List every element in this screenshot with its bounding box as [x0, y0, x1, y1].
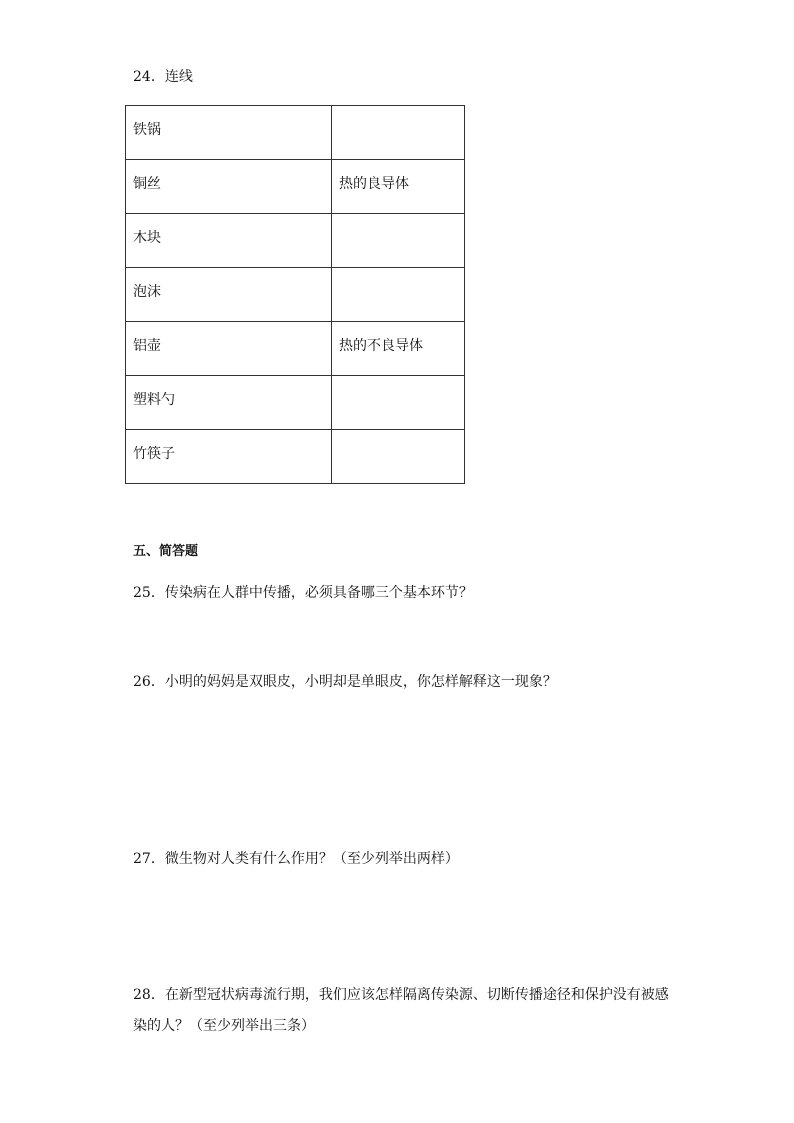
- category-cell: [332, 268, 465, 322]
- item-label: 铁锅: [133, 122, 161, 138]
- matching-table: [125, 105, 465, 484]
- table-row: [126, 214, 465, 268]
- question-26: 26．小明的妈妈是双眼皮，小明却是单眼皮，你怎样解释这一现象？: [133, 674, 557, 690]
- table-row: [126, 376, 465, 430]
- category-label: 热的良导体: [339, 176, 409, 192]
- item-label: 铜丝: [133, 176, 161, 192]
- section-heading: 五、简答题: [133, 544, 199, 559]
- category-cell: [332, 214, 465, 268]
- item-label: 竹筷子: [133, 446, 175, 462]
- question-25: 25．传染病在人群中传播，必须具备哪三个基本环节？: [133, 585, 473, 601]
- table-row: [126, 160, 465, 214]
- question-28-line-2: 染的人？（至少列举出三条）: [133, 1018, 315, 1034]
- table-row: [126, 106, 465, 160]
- table-row: [126, 322, 465, 376]
- item-cell: [126, 160, 332, 214]
- table-row: [126, 268, 465, 322]
- item-label: 铝壶: [133, 338, 161, 354]
- category-cell: [332, 322, 465, 376]
- question-24-title: 24．连线: [133, 69, 193, 85]
- table-row: [126, 430, 465, 484]
- item-cell: [126, 322, 332, 376]
- item-cell: [126, 214, 332, 268]
- item-cell: [126, 268, 332, 322]
- category-label: 热的不良导体: [339, 338, 423, 354]
- item-cell: [126, 106, 332, 160]
- item-label: 木块: [133, 230, 161, 246]
- item-label: 塑料勺: [133, 392, 175, 408]
- category-cell: [332, 106, 465, 160]
- item-cell: [126, 376, 332, 430]
- item-label: 泡沫: [133, 284, 161, 300]
- item-cell: [126, 430, 332, 484]
- category-cell: [332, 376, 465, 430]
- question-28-line-1: 28．在新型冠状病毒流行期，我们应该怎样隔离传染源、切断传播途径和保护没有被感: [133, 987, 669, 1003]
- question-27: 27．微生物对人类有什么作用？（至少列举出两样）: [133, 851, 459, 867]
- category-cell: [332, 430, 465, 484]
- category-cell: [332, 160, 465, 214]
